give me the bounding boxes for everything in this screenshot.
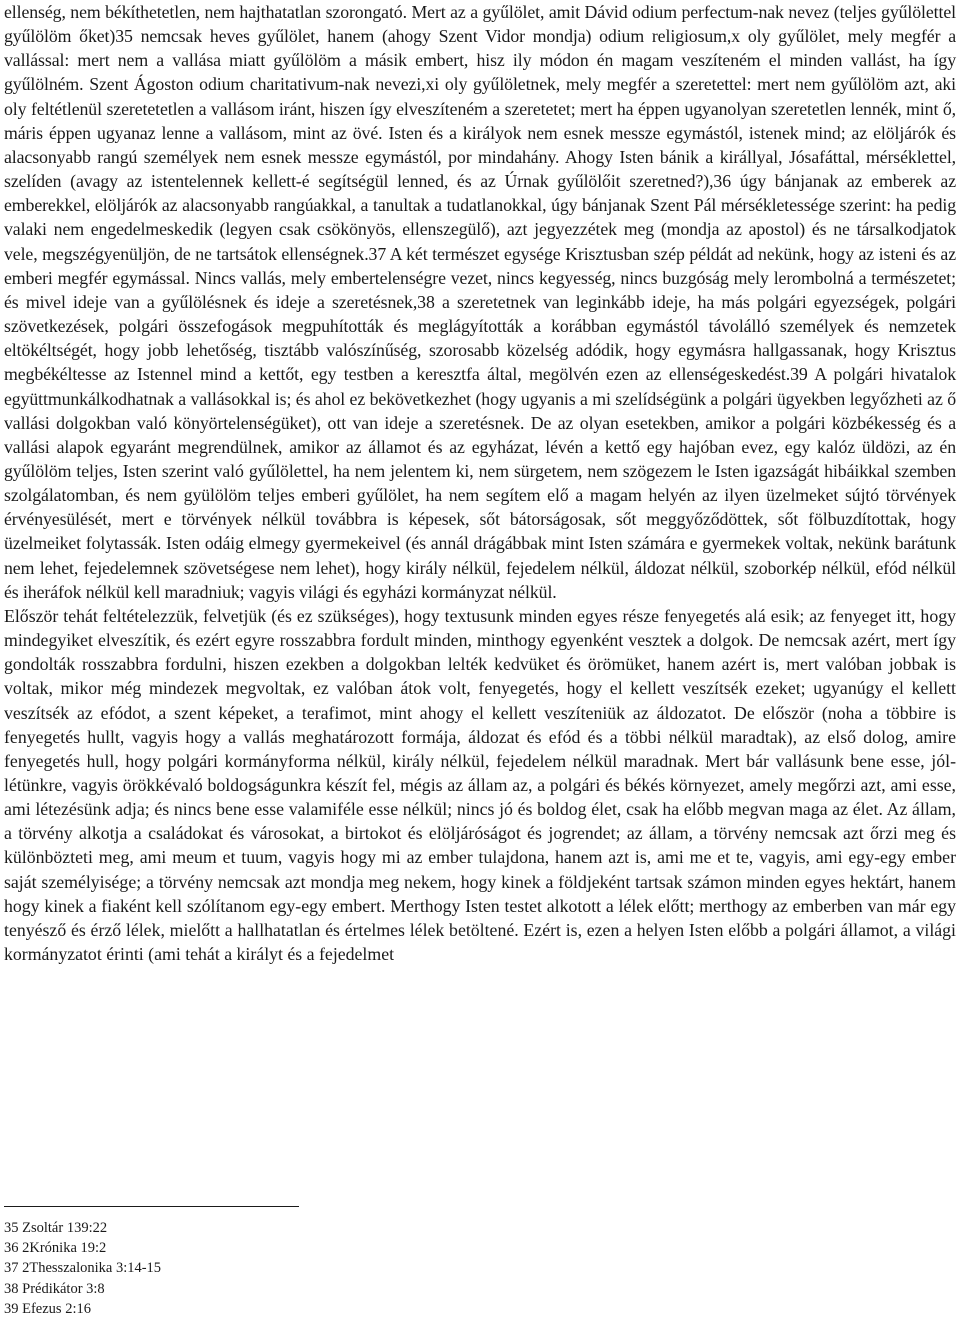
footnote-list	[4, 1218, 161, 1319]
footnote-35: 35 Zsoltár 139:22	[4, 1220, 108, 1236]
footnote-39: 39 Efezus 2:16	[4, 1300, 91, 1317]
footnote-38: 38 Prédikátor 3:8	[4, 1280, 105, 1297]
footnote-separator	[4, 1206, 299, 1207]
footnote-36: 36 2Krónika 19:2	[4, 1240, 107, 1257]
paragraph-1: ellenség, nem békíthetetlen, nem hajthatatlan szorongató. Mert az a gyűlölet, amit Dávid odium perfectum-nak nevez (teljes gyűlölettel gyűlölöm őket)35 nemcsak heves gyűlölet, hanem (ahogy Szent Vidor mondja) odium religiosum,x oly gyűlölet, mely megfér a vallással: mert nem a vallása miatt gyűlölöm a másik embert, hisz ily módon én magam veszíteném el minden vallást, ha így gyűlölném. Szent Ágoston odium charitativum-nak nevezi,xi oly gyűlöletnek, mely megfér a szeretettel: mert nem gyűlölöm azt, aki oly feltétlenül szeretetetlen a vallásom iránt, hiszen így elveszíteném a szeretetet; mert ha éppen ugyanolyan szeretetlen lennék, mint ő, máris éppen ugyanaz lenne a vallásom, mint az övé. Isten és a királyok nem esnek messze egymástól, istenek mind; az elöljárók és alacsonyabb rangú személyek nem esnek messze egymástól, por mindahány. Ahogy Isten bánik a királlyal, Jósafáttal, mérséklettel, szelíden (avagy az istentelennek kellett-é segítségül lenned, és az Úrnak gyűlölőit szeretned?),36 úgy bánjanak az emberek az emberekkel, elöljárók az alacsonyabb rangúakkal, a tanultak a tudatlanokkal, úgy bánjanak Szent Pál mérsékletessége szerint: ha pedig valaki nem engedelmeskedik (legyen csak csökönyös, ellenszegülő), azt jegyezzétek meg (mondja az apostol) és ne társalkodjatok vele, megszégyenüljön, de ne tartsátok ellenségnek.37 A két természet egysége Krisztusban szép példát ad nekünk, hogy az isteni és az emberi megfér egymással. Nincs vallás, mely embertelenségre vezet, nincs kegyesség, nincs buzgóság mely lerombolná a természetet; és mivel ideje van a gyűlölésnek és ideje a szeretésnek,38 a szeretetnek van leginkább ideje, ha más polgári egyezségek, polgári szövetkezések, polgári összefogások megpuhították és meglágyították a korábban egymástól távolálló személyek és nemzetek eltökéltségét, hogy jobb lehetőség, tisztább valószínűség, szorosabb közelség adódik, hogy egymásra hallgassanak, hogy Krisztus megbékéltesse az Istennel mind a kettőt, egy testben a keresztfa által, megölvén ezen az ellenségeskedést.39 A polgári hivatalok együttmunkálkodhatnak a vallásokkal is; és ahol ez bekövetkezhet (hogy ugyanis a mi szelídségünk a polgári ügyekben legyőzheti az ő vallási dolgokban való könyörtelenségüket), ott van ideje a szeretésnek. De az olyan esetekben, amikor a polgári közbékesség és a vallási alapok egyaránt megrendülnek, amikor az államot és az egyházat, lévén a kettő egy hajóban evez, egy kalóz üldözi, az én gyűlölöm teljes, Isten szerint való gyűlölettel, ha nem jelentem ki, nem sürgetem, nem szögezem le Isten igazságát hibáikkal szemben szolgálatomban, és nem gyülölöm teljes emberi gyűlölet, ha nem segítem elő a magam helyén az ilyen üzelmeket sújtó törvények érvényesülését, mert e törvények nélkül továbbra is képesek, sőt bátorságosak, sőt meggyőződöttek, sőt fölbuzdítottak, hogy üzelmeiket folytassák. Isten odáig elmegy gyermekeivel (és annál drágábbak mint Isten számára e gyermekek voltak, nekünk barátunk nem lehet, fejedelemnek szövetségese nem lehet), hogy király nélkül, fejedelem nélkül, áldozat nélkül, szoborkép nélkül, efód nélkül és iheráfok nélkül kell maradniuk; vagyis világi és egyházi kormányzat nélkül.	[4, 2, 956, 602]
document-page	[4, 0, 956, 1317]
footnote-37: 37 2Thesszalonika 3:14-15	[4, 1260, 162, 1277]
body-text	[4, 0, 956, 966]
paragraph-2: Először tehát feltételezzük, felvetjük (és ez szükséges), hogy textusunk minden egyes része fenyegetés alá esik; az fenyeget itt, hogy mindegyiket elveszítik, és ezért egyre rosszabbra fordult minden, minthogy egyenként vesztek a dolgok. De nemcsak azért, mert így gondolták rosszabbra fordulni, hiszen ezekben a dolgokban lelték kedvüket és örömüket, hanem azért is, mert valóban jobbak is voltak, mikor még mindezek megvoltak, ez valóban átok volt, fenyegetés, hogy el kellett veszítsék ezeket; ugyanúgy el kellett veszítsék az efódot, a szent képeket, a terafimot, mint ahogy el kellett veszíteniük az áldozatot. De először (noha a többire is fenyegetés hullt, vagyis hogy a vallás meghatározott formája, áldozat és efód és a többi nélkül maradtak), az első dolog, amire fenyegetés hull, hogy polgári kormányforma nélkül, király nélkül, fejedelem nélkül maradnak. Mert bár vallásunk bene esse, jól-létünkre, vagyis örökkévaló boldogságunkra készít fel, mégis az állam az, a polgári és békés környezet, amely megőrzi azt, ami esse, ami létezésünk adja; és nincs bene esse valamiféle esse nélkül; nincs jó és boldog élet, csak ha előbb megvan maga az élet. Az állam, a törvény alkotja a családokat és városokat, a birtokot és elöljáróságot és jogrendet; az állam, a törvény nemcsak azt őrzi meg és különbözteti meg, ami meum et tuum, vagyis hogy mi az ember tulajdona, hanem azt is, ami me et te, vagyis, ami egy-egy ember saját személyisége; a törvény nemcsak azt mondja meg nekem, hogy kinek a földjeként tartsak számon minden egyes hektárt, hanem hogy kinek a fiaként kell szólítanom egy-egy embert. Merthogy Isten testet alkotott a lélek előtt; merthogy az emberben van már egy tenyésző és érző lélek, mielőtt a hallhatatlan és értelmes lélek betöltené. Ezért is, ezen a helyen Isten előbb a polgári államot, a világi kormányzatot érinti (ami tehát a királyt és a fejedelmet	[4, 605, 956, 965]
